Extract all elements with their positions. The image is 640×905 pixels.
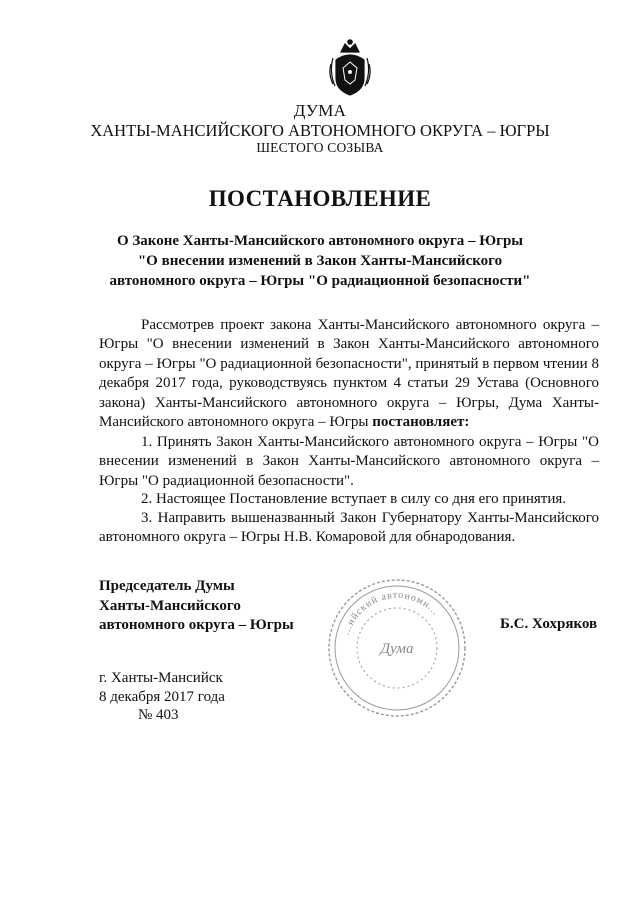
issue-place-date [99,669,225,707]
convocation-label: ШЕСТОГО СОЗЫВА [256,140,384,155]
resolution-item-2: 2. Настоящее Постановление вступает в силу со дня его принятия. [141,491,567,507]
signatory-position-line: Ханты-Мансийского [99,597,241,614]
org-name-region: ХАНТЫ-МАНСИЙСКОГО АВТОНОМНОГО ОКРУГА – ЮГРЫ [90,121,550,140]
resolution-item-3: 3. Направить вышеназванный Закон Губернатору Ханты-Мансийского автономного округа – Югры Н.В. Комаровой для обнародования. [99,510,599,546]
svg-text:...ийский автономн... [341,590,441,637]
document-subject [0,231,640,291]
subject-line: "О внесении изменений в Закон Ханты-Мансийского [137,253,503,269]
preamble-text: Рассмотрев проект закона Ханты-Мансийского автономного округа – Югры "О внесении изменений в Закон Ханты-Мансийского автономного округа – Югры "О радиационной безопасности", принятый в первом чтении 8 декабря 2017 года, руководствуясь пунктом 4 статьи 29 Устава (Основного закона) Ханты-Мансийского автономного округа – Югры, Дума Ханты-Мансийского автономного округа – Югры [99,317,599,431]
preamble-paragraph [99,316,599,432]
signatory-name: Б.С. Хохряков [500,616,598,632]
signatory-position-line: Председатель Думы [99,578,235,594]
org-name-duma: ДУМА [293,101,347,120]
subject-line: О Законе Ханты-Мансийского автономного округа – Югры [116,233,524,249]
document-type-title: ПОСТАНОВЛЕНИЕ [208,186,432,211]
signatory-position [99,577,294,636]
coat-of-arms-emblem [327,38,373,100]
resolution-item-1: 1. Принять Закон Ханты-Мансийского автономного округа – Югры "О внесении изменений в Закон Ханты-Мансийского автономного округа – Югры "О радиационной безопасности". [99,434,599,489]
signatory-position-line: автономного округа – Югры [99,617,294,633]
issue-date: 8 декабря 2017 года [99,689,225,705]
document-number: № 403 [138,707,179,723]
stamp-center-text: Дума [380,641,414,657]
subject-line: автономного округа – Югры "О радиационной безопасности" [109,273,531,289]
resolves-keyword: постановляет: [372,414,470,431]
stamp-ring-text: ...ийский автономн... [340,589,442,637]
issue-city: г. Ханты-Мансийск [99,670,223,686]
official-stamp [322,573,472,723]
